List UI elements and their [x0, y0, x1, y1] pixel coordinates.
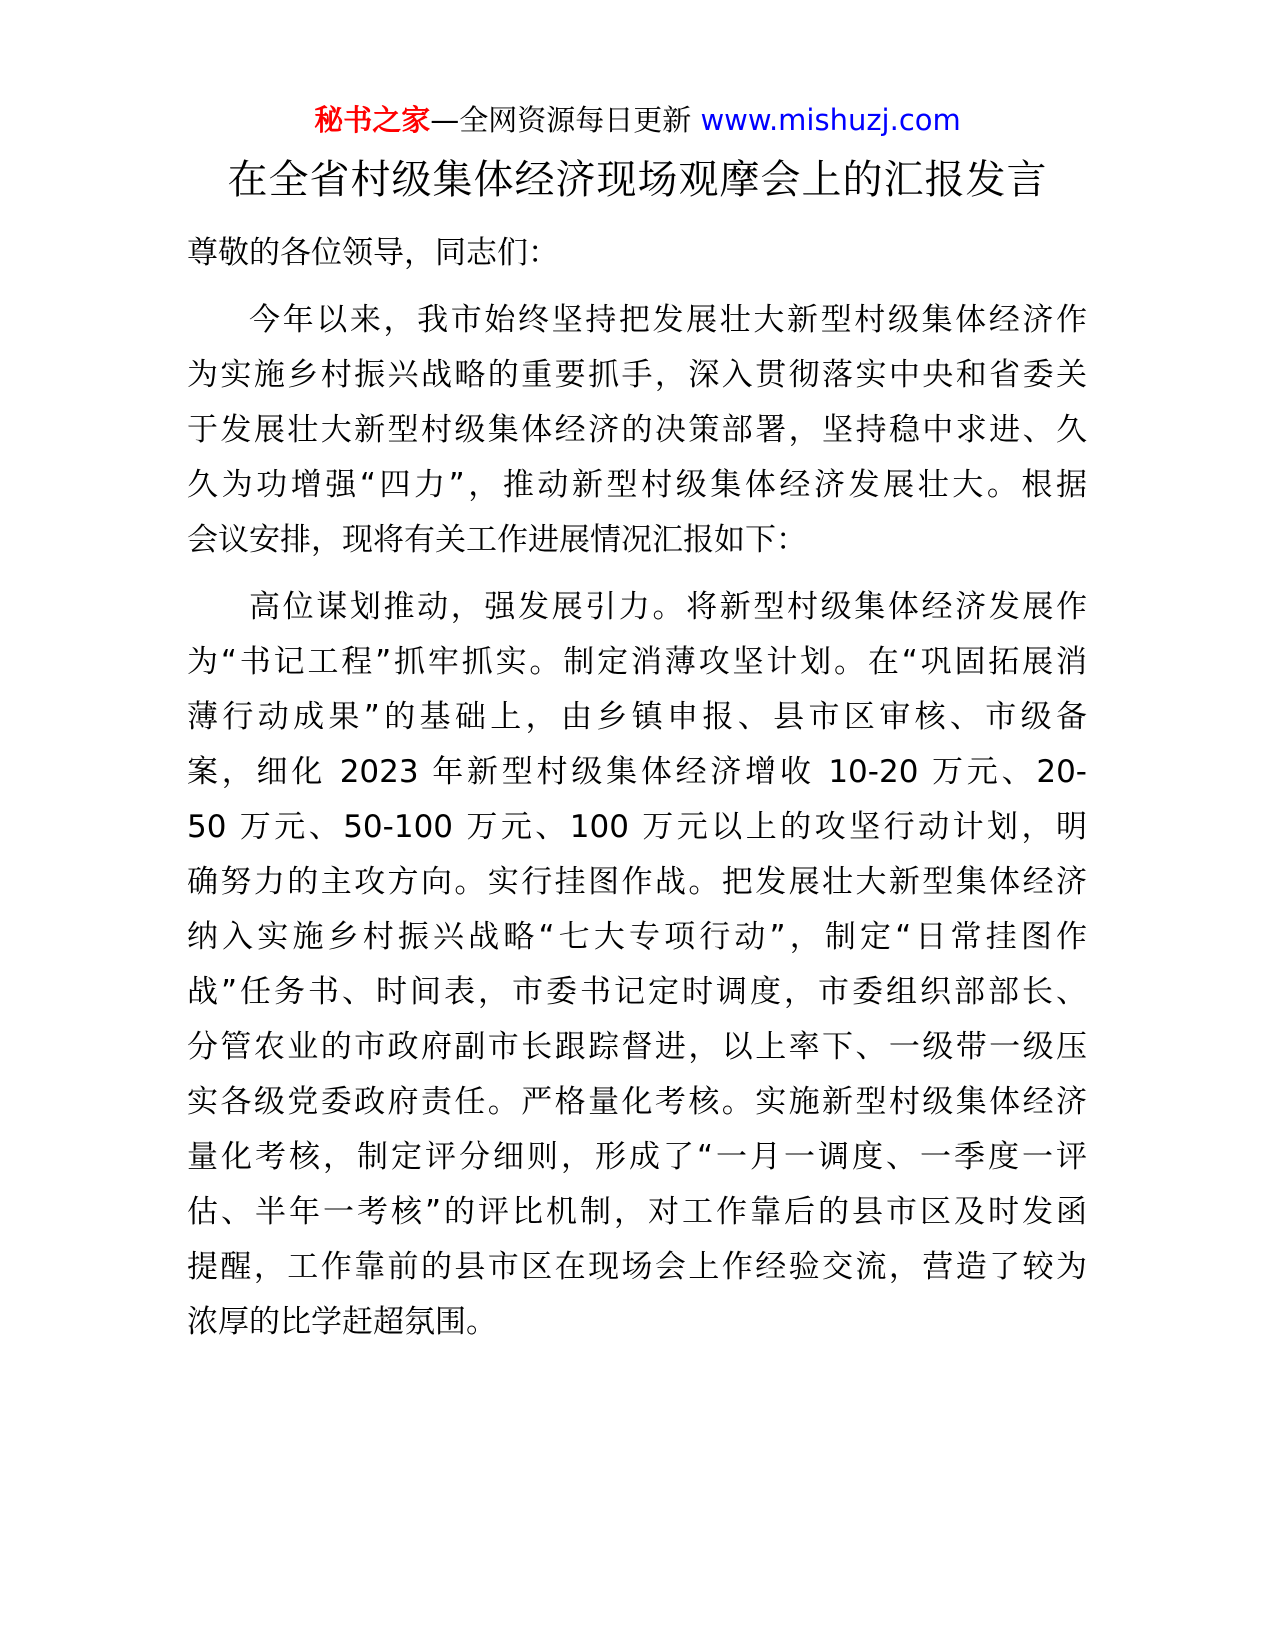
- text-line: 估、半年一考核”的评比机制，对工作靠后的县市区及时发函: [187, 1194, 1087, 1230]
- paragraph-1: [187, 293, 1087, 568]
- text-line: 为实施乡村振兴战略的重要抓手，深入贯彻落实中央和省委关: [187, 357, 1087, 393]
- text-line: 高位谋划推动，强发展引力。将新型村级集体经济发展作: [249, 589, 1087, 625]
- text-line: 50 万元、50-100 万元、100 万元以上的攻坚行动计划，明: [187, 809, 1087, 845]
- text-line: 今年以来，我市始终坚持把发展壮大新型村级集体经济作: [249, 302, 1087, 338]
- text-line: 于发展壮大新型村级集体经济的决策部署，坚持稳中求进、久: [187, 412, 1087, 448]
- text-line: 实各级党委政府责任。严格量化考核。实施新型村级集体经济: [187, 1084, 1087, 1120]
- text-line: 薄行动成果”的基础上，由乡镇申报、县市区审核、市级备: [187, 699, 1087, 735]
- text-line: 为“书记工程”抓牢抓实。制定消薄攻坚计划。在“巩固拓展消: [187, 644, 1087, 680]
- text-line: 战”任务书、时间表，市委书记定时调度，市委组织部部长、: [187, 974, 1087, 1010]
- document-title: 在全省村级集体经济现场观摩会上的汇报发言: [227, 157, 1048, 203]
- salutation: 尊敬的各位领导，同志们：: [187, 235, 559, 271]
- site-header: [0, 100, 1275, 140]
- text-line: 确努力的主攻方向。实行挂图作战。把发展壮大新型集体经济: [187, 864, 1087, 900]
- text-line: 量化考核，制定评分细则，形成了“一月一调度、一季度一评: [187, 1139, 1087, 1175]
- document-body: [187, 226, 1087, 1362]
- text-line: 分管农业的市政府副市长跟踪督进，以上率下、一级带一级压: [187, 1029, 1087, 1065]
- text-line: 提醒，工作靠前的县市区在现场会上作经验交流，营造了较为: [187, 1249, 1087, 1285]
- text-line: 纳入实施乡村振兴战略“七大专项行动”，制定“日常挂图作: [187, 919, 1087, 955]
- site-tagline: —全网资源每日更新: [430, 103, 692, 137]
- text-line: 久为功增强“四力”，推动新型村级集体经济发展壮大。根据: [187, 467, 1087, 503]
- text-line: 会议安排，现将有关工作进展情况汇报如下：: [187, 522, 807, 558]
- text-line: 浓厚的比学赶超氛围。: [187, 1304, 497, 1340]
- paragraph-2: [187, 580, 1087, 1350]
- text-line: 案，细化 2023 年新型村级集体经济增收 10-20 万元、20-: [187, 754, 1087, 790]
- site-brand: 秘书之家: [314, 103, 431, 137]
- site-url-link[interactable]: www.mishuzj.com: [700, 103, 961, 137]
